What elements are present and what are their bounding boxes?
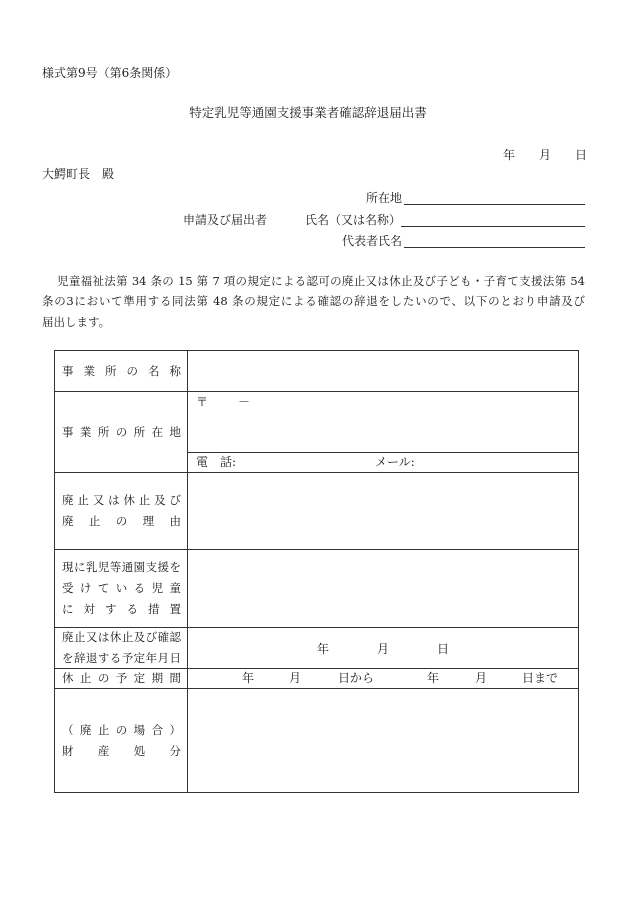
label-line: （廃止の場合） — [62, 722, 181, 737]
intro-paragraph-line-2: 条の3において準用する同法第 48 条の規定による確認の辞退をしたいので、以下のとおり申請及び — [42, 294, 585, 308]
label-line: 廃止の理由 — [62, 514, 181, 528]
phone-label: 電 話: — [196, 455, 237, 469]
intro-paragraph-line-1: 児童福祉法第 34 条の 15 第 7 項の規定による認可の廃止又は休止及び子ども・子育て支援法第 54 — [57, 274, 585, 288]
business-name-label — [55, 351, 188, 391]
period-to-day: 日まで — [522, 671, 559, 685]
postal-code-dash: － — [238, 395, 251, 409]
label-line: 事業所の所在地 — [62, 424, 181, 439]
label-line: 休止の予定期間 — [62, 671, 181, 685]
representative-name-line — [404, 247, 585, 248]
label-line: を辞退する予定年月日 — [62, 651, 181, 665]
email-label: メール: — [375, 455, 415, 469]
label-line: に対する措置 — [62, 602, 181, 616]
submission-date: 年 月 日 — [503, 148, 588, 162]
applicant-name-line — [401, 226, 585, 227]
applicant-address-line — [404, 204, 585, 205]
document-title: 特定乳児等通園支援事業者確認辞退届出書 — [189, 105, 427, 120]
property-disposal-value — [188, 689, 578, 792]
table-row-suspension-period — [55, 668, 578, 688]
period-from-day: 日から — [338, 671, 375, 685]
table-row-business-address — [55, 391, 578, 472]
planned-date-placeholder: 年 月 日 — [316, 641, 449, 656]
table-row-measures-for-children — [55, 549, 578, 627]
business-address-value — [188, 392, 578, 472]
label-line: 廃止又は休止及び確認 — [62, 630, 181, 644]
planned-date-label — [55, 628, 188, 668]
business-address-label — [55, 392, 188, 472]
period-to-month: 月 — [475, 671, 488, 685]
label-line: 受けている児童 — [62, 581, 181, 595]
applicant-name-label: 氏名（又は名称） — [305, 213, 402, 227]
suspension-period-value — [188, 669, 578, 688]
addressee: 大鰐町長 殿 — [42, 167, 115, 181]
measures-for-children-value — [188, 550, 578, 627]
period-to-year: 年 — [427, 671, 440, 685]
period-from-month: 月 — [289, 671, 302, 685]
label-line: 事業所の名称 — [62, 363, 181, 378]
period-from-year: 年 — [242, 671, 255, 685]
table-row-property-disposal — [55, 688, 578, 792]
suspension-period-label — [55, 669, 188, 688]
discontinuation-reason-label — [55, 473, 188, 549]
representative-name-label: 代表者氏名 — [342, 234, 403, 248]
label-line: 廃止又は休止及び — [62, 493, 181, 507]
applicant-role-label: 申請及び届出者 — [183, 213, 268, 227]
postal-mark: 〒 — [196, 395, 209, 409]
planned-date-value — [188, 628, 578, 668]
contact-row — [188, 453, 578, 472]
business-name-value — [188, 351, 578, 391]
property-disposal-label — [55, 689, 188, 792]
address-area — [188, 392, 578, 453]
intro-paragraph-line-3: 届出します。 — [42, 315, 111, 329]
label-line: 財産処分 — [62, 743, 181, 758]
table-row-discontinuation-reason — [55, 472, 578, 549]
table-row-business-name — [55, 351, 578, 391]
measures-for-children-label — [55, 550, 188, 627]
label-line: 現に乳児等通園支援を — [62, 560, 181, 574]
applicant-address-label: 所在地 — [366, 191, 403, 205]
form-number: 様式第9号（第6条関係） — [42, 66, 178, 80]
application-table — [54, 350, 579, 793]
table-row-planned-date — [55, 627, 578, 668]
discontinuation-reason-value — [188, 473, 578, 549]
